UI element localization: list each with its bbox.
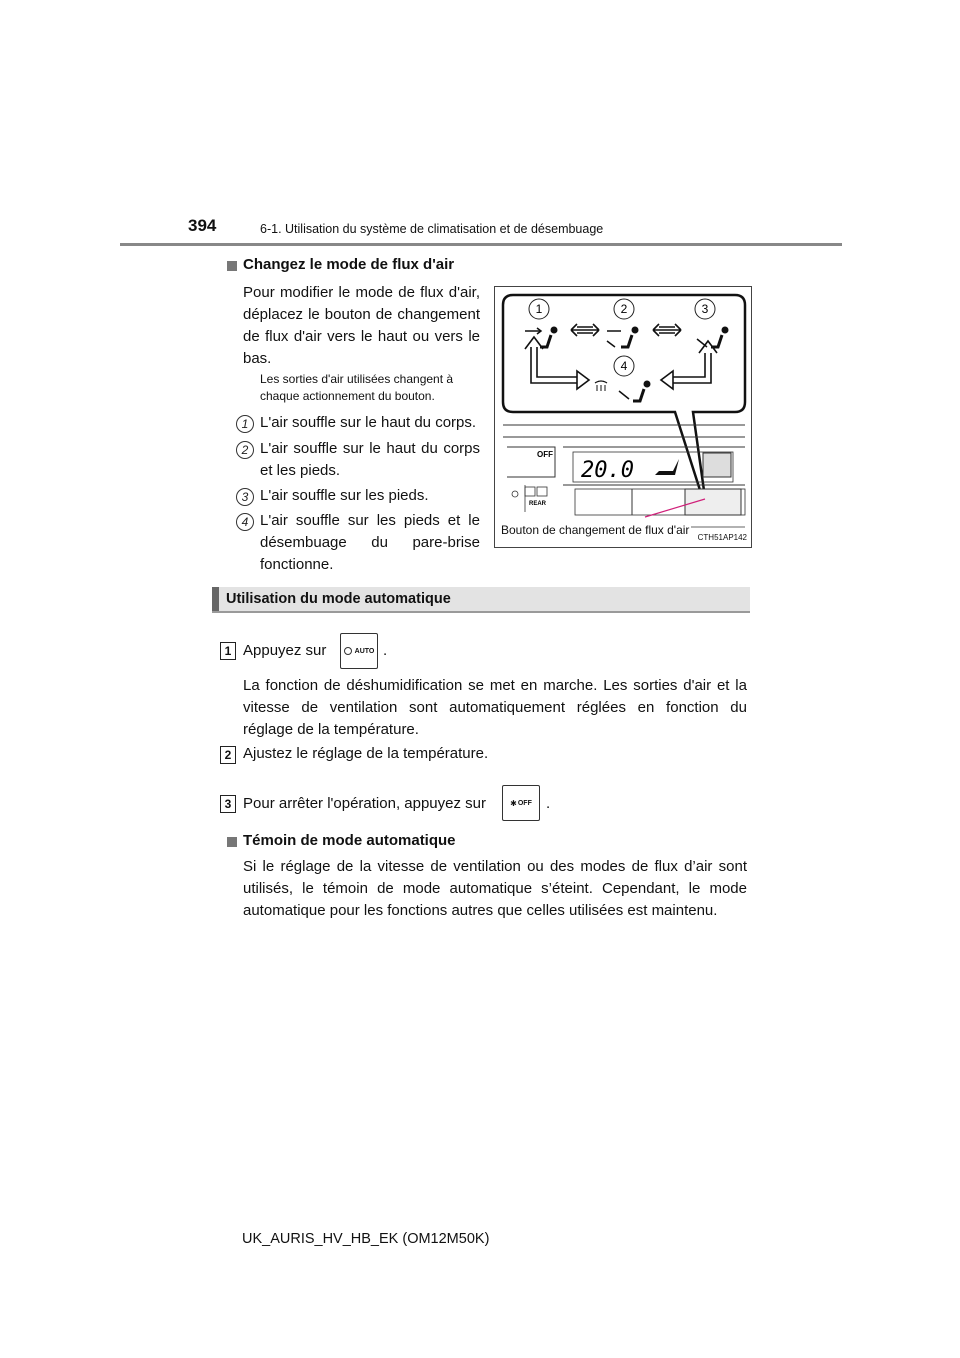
item-number: 3 bbox=[236, 488, 254, 506]
airflow-paragraph bbox=[243, 282, 480, 370]
step-number: 1 bbox=[220, 642, 236, 660]
item-text bbox=[260, 438, 480, 482]
airflow-paragraph-line: déplacez le bouton de changement bbox=[243, 306, 480, 323]
item-number: 4 bbox=[236, 513, 254, 531]
item-text bbox=[260, 412, 480, 434]
indicator-paragraph bbox=[243, 856, 747, 922]
bullet-square-icon bbox=[227, 261, 237, 271]
step1-desc-line: La fonction de déshumidification se met en marche. Les sorties d'air et la bbox=[243, 677, 747, 694]
airflow-diagram bbox=[495, 287, 751, 547]
step3-text: Pour arrêter l'opération, appuyez sur bbox=[243, 795, 486, 812]
page-number: 394 bbox=[188, 216, 217, 235]
airflow-note-line: chaque actionnement du bouton. bbox=[260, 389, 435, 403]
auto-button bbox=[340, 633, 378, 669]
item-line: L'air souffle sur le haut du corps. bbox=[260, 414, 477, 431]
item-line: L'air souffle sur les pieds et le bbox=[260, 512, 480, 529]
airflow-paragraph-line: bas. bbox=[243, 350, 272, 367]
item-line: L'air souffle sur le haut du corps bbox=[260, 440, 480, 457]
step1-desc-line: vitesse de ventilation sont automatiquement réglées en fonction du bbox=[243, 699, 747, 716]
step2-text: Ajustez le réglage de la température. bbox=[243, 745, 489, 762]
mode-number: 2 bbox=[620, 302, 628, 316]
auto-button-label: AUTO bbox=[354, 647, 375, 655]
item-line: fonctionne. bbox=[260, 556, 334, 573]
step1-description bbox=[243, 675, 747, 741]
indicator-line: automatique pour les fonctions autres que celles utilisées est maintenu. bbox=[243, 902, 718, 919]
fan-indicator-icon bbox=[655, 459, 679, 475]
airflow-heading: Changez le mode de flux d'air bbox=[243, 256, 455, 273]
figure-caption: Bouton de changement de flux d'air bbox=[501, 523, 690, 537]
step-number: 3 bbox=[220, 795, 236, 813]
indicator-heading: Témoin de mode automatique bbox=[243, 832, 456, 849]
item-text bbox=[260, 510, 480, 576]
item-line: L'air souffle sur les pieds. bbox=[260, 487, 429, 504]
indicator-line: utilisés, le témoin de mode automatique s’éteint. Cependant, le mode bbox=[243, 880, 747, 897]
mode-number: 4 bbox=[620, 359, 628, 373]
section-title: 6-1. Utilisation du système de climatisation et de désembuage bbox=[260, 222, 604, 236]
item-number: 1 bbox=[236, 415, 254, 433]
mode-number: 1 bbox=[535, 302, 543, 316]
step1-text: Appuyez sur bbox=[243, 642, 327, 659]
off-button-label: OFF bbox=[517, 799, 532, 807]
step3-end: . bbox=[546, 795, 551, 812]
airflow-paragraph-line: Pour modifier le mode de flux d'air, bbox=[243, 284, 480, 301]
item-line: désembuage du pare-brise bbox=[260, 534, 480, 551]
airflow-illustration bbox=[494, 286, 752, 548]
step1-end: . bbox=[383, 642, 388, 659]
off-button bbox=[502, 785, 540, 821]
rear-label: REAR bbox=[529, 501, 547, 507]
airflow-note bbox=[260, 371, 485, 405]
item-number: 2 bbox=[236, 441, 254, 459]
indicator-line: Si le réglage de la vitesse de ventilation ou des modes de flux d’air sont bbox=[243, 858, 747, 875]
bullet-square-icon bbox=[227, 837, 237, 847]
airflow-paragraph-line: de flux d'air vers le haut ou vers le bbox=[243, 328, 480, 345]
footer-code: UK_AURIS_HV_HB_EK (OM12M50K) bbox=[242, 1231, 490, 1247]
item-line: et les pieds. bbox=[260, 462, 341, 479]
item-text bbox=[260, 485, 480, 507]
figure-code: CTH51AP142 bbox=[697, 533, 747, 542]
step1-desc-line: réglage de la température. bbox=[243, 721, 419, 738]
off-label: OFF bbox=[537, 450, 553, 459]
section-bar-accent bbox=[212, 587, 219, 611]
temperature-display: 20.0 bbox=[581, 458, 634, 483]
fan-icon: ✱ bbox=[510, 798, 517, 808]
indicator-light-icon bbox=[344, 647, 352, 655]
section-bar bbox=[212, 587, 750, 613]
section-bar-title: Utilisation du mode automatique bbox=[226, 591, 451, 607]
mode-number: 3 bbox=[701, 302, 709, 316]
header-rule bbox=[120, 243, 842, 246]
step-number: 2 bbox=[220, 746, 236, 764]
airflow-note-line: Les sorties d'air utilisées changent à bbox=[260, 372, 454, 386]
